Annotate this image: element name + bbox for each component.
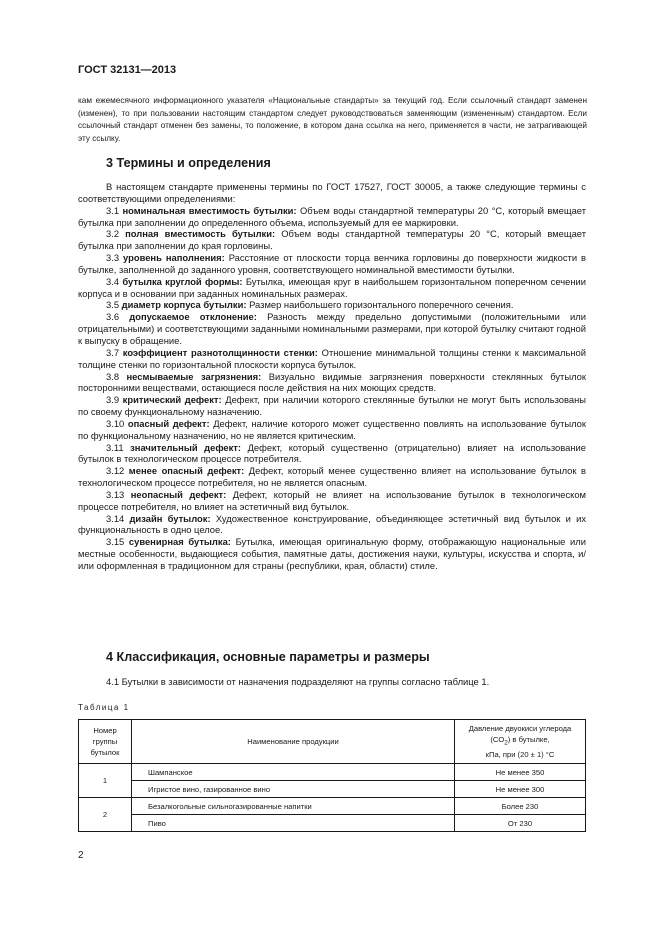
term-paragraph [78,489,586,513]
header-co2-pressure [455,720,586,764]
header-co2-line3: кПа, при (20 ± 1) °С [485,749,555,759]
term-name: дизайн бутылок: [129,512,211,524]
term-definition: Дефект, который менее существенно влияет на использование бутылок в технологическом процессе потребителя, но не является опасным. [78,465,586,489]
term-paragraph [78,347,586,371]
term-definition: Разность между предельно допустимыми (положительными или отрицательными) и соответствующими заданными номинальными размерами, при которой бутылку считают годной к выпуску в обращение. [78,311,586,346]
term-definition: Расстояние от плоскости торца венчика горловины до поверхности жидкости в бутылке, заполненной до заданного уровня, соответствующего номинальной вместимости бутылки. [78,252,587,275]
header-product-name: Наименование продукции [132,720,455,764]
term-name: сувенирная бутылка: [128,536,231,548]
term-name: опасный дефект: [127,417,210,429]
term-number: 3.4 [106,275,120,287]
product-cell: Безалкогольные сильногазированные напитки [132,798,455,815]
section-3-body [78,181,586,572]
term-paragraph [78,311,586,347]
table-row [79,815,586,832]
term-number: 3.2 [106,228,120,240]
pressure-cell: Более 230 [455,798,586,815]
term-number: 3.10 [106,417,125,429]
table-1 [78,719,586,832]
term-name: коэффициент разнотолщинности стенки: [122,346,318,358]
pressure-cell: Не менее 350 [455,764,586,781]
term-definition: Объем воды стандартной температуры 20 °С, который вмещает бутылка при заполнении до края горловины. [78,228,586,252]
product-cell: Шампанское [132,764,455,781]
term-number: 3.7 [106,346,120,358]
table-header-row [79,720,586,764]
term-number: 3.1 [106,204,120,216]
term-definition: Дефект, наличие которого может существенно повлиять на использование бутылок по функциональному назначению, но не является критическим. [78,417,587,441]
paragraph-4-1: 4.1 Бутылки в зависимости от назначения подразделяют на группы согласно таблице 1. [106,676,490,687]
term-definition: Размер наибольшего горизонтального поперечного сечения. [249,299,514,311]
term-definition: Бутылка, имеющая оригинальную форму, отображающую национальные или местные особенности, выдающиеся события, памятные даты, достижения науки, культуры, искусства и спорта, и/или оформленная в традиционном для страны (республики, края, области) стиле. [78,536,586,571]
term-paragraph [78,371,586,395]
term-paragraph [78,228,586,252]
term-definition: Визуально видимые загрязнения поверхности стеклянных бутылок посторонними веществами, остающиеся после действия на них моющих средств. [78,370,586,394]
term-paragraph [78,276,586,300]
term-definition: Дефект, который существенно (отрицательно) влияет на использование бутылок в технологическом процессе потребителя. [78,441,586,465]
terms-list [78,205,586,572]
term-name: неопасный дефект: [130,488,227,500]
term-paragraph [78,205,586,229]
term-number: 3.9 [106,394,120,406]
header-group-number: Номер группы бутылок [79,720,132,764]
term-paragraph [78,465,586,489]
term-name: менее опасный дефект: [128,465,245,477]
term-number: 3.13 [106,488,125,500]
term-number: 3.11 [106,441,124,453]
term-definition: Объем воды стандартной температуры 20 °С, который вмещает бутылка при заполнении до определенного объема, используемый для ее маркировки. [78,204,586,228]
term-number: 3.3 [106,252,120,264]
header-co2-line1: Давление двуокиси углерода [468,724,572,734]
section-3-title: 3 Термины и определения [106,156,271,170]
term-definition: Дефект, который не влияет на использование бутылок в технологическом процессе потребителя, но влияет на эстетичный вид бутылок. [78,488,586,512]
product-cell: Пиво [132,815,455,832]
table-row [79,764,586,781]
group-number-cell: 1 [79,764,132,798]
term-definition: Дефект, при наличии которого стеклянные бутылки не могут быть использованы по своему функциональному назначению. [78,394,586,418]
term-number: 3.12 [106,465,125,477]
term-definition: Художественное конструирование, объединяющее эстетичный вид бутылок и их функциональность в одно целое. [78,512,587,536]
term-number: 3.15 [106,536,125,548]
term-definition: Отношение минимальной толщины стенки к максимальной толщине стенки по горизонтальной плоскости корпуса бутылок. [78,346,586,370]
table-caption: Таблица 1 [78,703,130,712]
pressure-cell: Не менее 300 [455,781,586,798]
header-co2-pre: (CO [490,735,505,745]
term-paragraph [78,252,586,276]
term-name: критический дефект: [122,394,222,406]
term-paragraph [78,418,586,442]
term-name: допускаемое отклонение: [129,311,257,323]
term-name: несмываемые загрязнения: [126,370,262,382]
header-co2-sub: 2 [504,739,508,747]
section-3-lead: В настоящем стандарте применены термины по ГОСТ 17527, ГОСТ 30005, а также следующие термины с соответствующими определениями: [78,181,586,204]
pressure-cell: От 230 [455,815,586,832]
term-name: уровень наполнения: [123,252,225,264]
table-row [79,798,586,815]
term-paragraph [78,299,586,311]
term-paragraph [78,394,586,418]
term-number: 3.6 [106,311,120,323]
term-number: 3.5 [106,299,120,311]
group-number-cell: 2 [79,798,132,832]
term-paragraph [78,536,586,572]
term-name: полная вместимость бутылки: [125,228,276,240]
term-name: значительный дефект: [130,441,242,453]
page-number: 2 [78,850,84,861]
page-header: ГОСТ 32131—2013 [78,64,177,76]
term-definition: Бутылка, имеющая круг в наибольшем горизонтальном поперечном сечении корпуса и в основании при заданных номинальных размерах. [78,275,587,299]
term-name: диаметр корпуса бутылки: [121,299,247,311]
term-name: бутылка круглой формы: [122,275,243,287]
term-name: номинальная вместимость бутылки: [122,204,297,216]
intro-paragraph: кам ежемесячного информационного указателя «Национальные стандарты» за текущий год. Если ссылочный стандарт заменен (изменен), то при пользовании настоящим стандартом следует руководствоваться заменяющим (измененным) стандартом. Если ссылочный стандарт отменен без замены, то положение, в котором дана ссылка на него, применяется в части, не затрагивающей эту ссылку. [78,96,587,143]
term-number: 3.8 [106,370,120,382]
product-cell: Игристое вино, газированное вино [132,781,455,798]
section-4-title: 4 Классификация, основные параметры и размеры [106,650,430,664]
term-paragraph [78,513,586,537]
header-co2-post: ) в бутылке, [507,735,550,745]
table-row [79,781,586,798]
term-paragraph [78,442,586,466]
term-number: 3.14 [106,512,125,524]
